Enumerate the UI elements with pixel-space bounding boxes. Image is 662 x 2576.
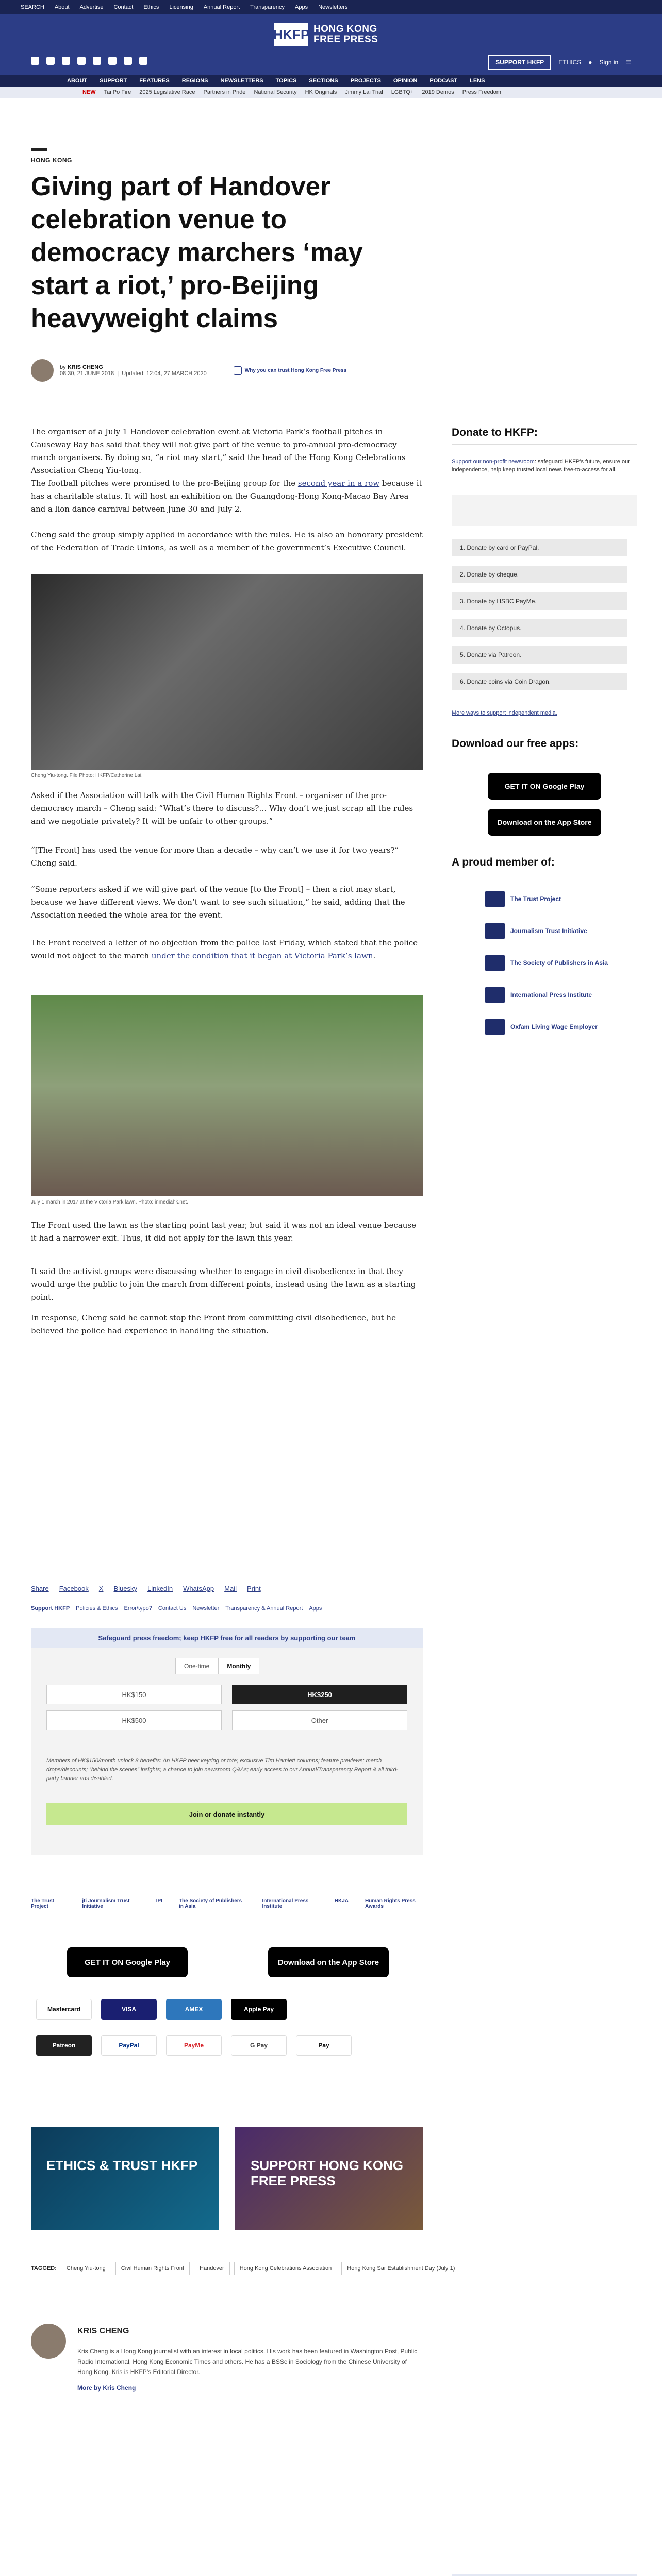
author-box-bio: Kris Cheng is a Hong Kong journalist with an interest in local politics. His work has been featured in Washington Post, Public Radio International, Hong Kong Economic Times and others. He has a BSSc in Sociology from the Chinese University of Hong Kong. Kris is HKFP’s Editorial Director. xyxy=(77,2348,418,2376)
nav-item-1[interactable]: SUPPORT xyxy=(100,78,127,84)
tab-one-time[interactable]: One-time xyxy=(175,1658,218,1674)
trending-item-7[interactable]: 2019 Demos xyxy=(422,89,454,95)
nav-item-0[interactable]: ABOUT xyxy=(67,78,88,84)
victoria-park-lawn-link[interactable]: under the condition that it began at Victoria Park’s lawn xyxy=(151,951,373,960)
nav-item-7[interactable]: PROJECTS xyxy=(350,78,381,84)
share-link-2[interactable]: X xyxy=(98,1585,104,1592)
proud-member-logo-2 xyxy=(485,955,505,971)
section-label[interactable]: HONG KONG xyxy=(31,157,72,164)
join-donate-button[interactable]: Join or donate instantly xyxy=(46,1803,407,1825)
pay-icon: Pay xyxy=(296,2035,352,2056)
p7-text-b: . xyxy=(373,951,376,960)
second-year-link[interactable]: second year in a row xyxy=(297,479,380,488)
header-right xyxy=(488,55,631,70)
topstrip-link-7[interactable]: Transparency xyxy=(250,4,285,10)
threads-icon[interactable] xyxy=(77,57,86,65)
logo-mark: HKFP xyxy=(274,23,308,46)
topstrip-link-0[interactable]: SEARCH xyxy=(21,4,44,10)
paragraph-3: Cheng said the group simply applied in accordance with the rules. He is also an honorary president of the Federation of Trade Unions, as well as a member of the government’s Executive Council. xyxy=(31,530,423,552)
author-box-avatar[interactable] xyxy=(31,2324,66,2359)
footer-link-6[interactable]: Apps xyxy=(309,1605,322,1612)
donate-method-1[interactable]: 2. Donate by cheque. xyxy=(452,566,627,583)
tagged-label: TAGGED: xyxy=(31,2265,57,2272)
byline xyxy=(31,357,412,384)
proud-member-2[interactable] xyxy=(485,955,629,971)
more-by-author-link[interactable]: More by Kris Cheng xyxy=(77,2384,136,2392)
proud-member-name-1: Journalism Trust Initiative xyxy=(510,927,587,935)
logo-line-1: HONG KONG xyxy=(313,24,377,35)
menu-icon[interactable]: ☰ xyxy=(625,59,631,66)
instagram-icon[interactable] xyxy=(62,57,70,65)
header-bar xyxy=(0,14,662,75)
trending-item-5[interactable]: Jimmy Lai Trial xyxy=(345,89,383,95)
nav-item-9[interactable]: PODCAST xyxy=(429,78,458,84)
sidebar-donate xyxy=(452,427,637,445)
visa-icon: VISA xyxy=(101,1999,157,2020)
x-icon[interactable] xyxy=(46,57,55,65)
topstrip-link-6[interactable]: Annual Report xyxy=(203,4,240,10)
topstrip-link-1[interactable]: About xyxy=(54,4,70,10)
tag-4[interactable]: Hong Kong Sar Establishment Day (July 1) xyxy=(341,2262,460,2275)
tag-3[interactable]: Hong Kong Celebrations Association xyxy=(234,2262,338,2275)
amount-other[interactable]: Other xyxy=(232,1710,407,1730)
proud-member-logo-4 xyxy=(485,1019,505,1035)
amex-icon: AMEX xyxy=(166,1999,222,2020)
footer-link-0[interactable]: Support HKFP xyxy=(31,1605,70,1612)
paragraph-4: Asked if the Association will talk with the Civil Human Rights Front – organiser of the pro-democracy march – Cheng said: “What’s there to discuss?… Why don’t we just scrap all the rules and we negotiate privately? It will be unfair to other groups.” xyxy=(31,791,413,826)
ethics-trust-promo[interactable]: ETHICS & TRUST HKFP xyxy=(31,2127,219,2230)
user-icon[interactable]: ● xyxy=(588,59,592,66)
trending-item-3[interactable]: National Security xyxy=(254,89,297,95)
trending-item-6[interactable]: LGBTQ+ xyxy=(391,89,414,95)
partner-logos xyxy=(31,1898,423,1909)
ethics-link[interactable]: ETHICS xyxy=(558,59,582,66)
support-hkfp-promo[interactable]: SUPPORT HONG KONG FREE PRESS xyxy=(235,2127,423,2230)
share-link-7[interactable]: Print xyxy=(246,1585,261,1592)
youtube-icon[interactable] xyxy=(108,57,117,65)
email-icon[interactable] xyxy=(124,57,132,65)
topstrip-link-5[interactable]: Licensing xyxy=(169,4,193,10)
donate-method-2[interactable]: 3. Donate by HSBC PayMe. xyxy=(452,592,627,610)
paragraph-9: It said the activist groups were discussing whether to engage in civil disobedience in that they would urge the public to join the march from different points, instead using the lawn as a starting point. xyxy=(31,1267,416,1302)
p7-text-a: The Front received a letter of no objection from the police last Friday, which stated that the police would not object to the march xyxy=(31,938,418,960)
logo-name xyxy=(313,24,378,45)
more-ways-wrap xyxy=(452,709,637,717)
trending-item-2[interactable]: Partners in Pride xyxy=(203,89,246,95)
topstrip-link-4[interactable]: Ethics xyxy=(143,4,159,10)
google-play-button[interactable]: GET IT ON Google Play xyxy=(67,1947,188,1977)
paragraph-6: “Some reporters asked if we will give part of the venue [to the Front] – then a riot may start, because we have different views. We don’t want to see such situation,” he said, adding that the Association needed the whole area for the event. xyxy=(31,885,405,920)
logo-line-2: FREE PRESS xyxy=(313,34,378,45)
proud-member-heading: A proud member of: xyxy=(452,856,555,868)
trending-item-4[interactable]: HK Originals xyxy=(305,89,337,95)
nav-item-8[interactable]: OPINION xyxy=(393,78,418,84)
proud-member xyxy=(452,856,637,874)
article-photo-2 xyxy=(31,995,423,1196)
donate-sidebar-heading: Donate to HKFP: xyxy=(452,427,637,445)
paragraph-5: “[The Front] has used the venue for more than a decade – why can’t we use it for two years?” Cheng said. xyxy=(31,845,399,868)
section-rule xyxy=(31,148,47,151)
top-strip-items xyxy=(21,0,348,14)
proud-member-logo-0 xyxy=(485,891,505,907)
nav-items xyxy=(67,75,485,87)
proud-member-name-3: International Press Institute xyxy=(510,991,592,998)
donate-sidebar-desc: : safeguard HKFP’s future, ensure our independence, help keep trusted local news free-to-access for all. xyxy=(452,459,630,473)
social-icons xyxy=(31,57,147,65)
partner-logo-1[interactable]: jti Journalism Trust Initiative xyxy=(82,1898,130,1909)
tag-2[interactable]: Handover xyxy=(194,2262,230,2275)
updated-date: Updated: 12:04, 27 MARCH 2020 xyxy=(122,370,207,377)
trending-items xyxy=(82,87,501,98)
nav-item-3[interactable]: REGIONS xyxy=(181,78,208,84)
topstrip-link-3[interactable]: Contact xyxy=(113,4,134,10)
footer-links xyxy=(31,1605,322,1612)
proud-member-name-4: Oxfam Living Wage Employer xyxy=(510,1023,598,1030)
nav-item-2[interactable]: FEATURES xyxy=(139,78,170,84)
author-box-name[interactable]: KRIS CHENG xyxy=(77,2327,129,2335)
more-ways-link[interactable]: More ways to support independent media. xyxy=(452,710,557,716)
patreon-icon: Patreon xyxy=(36,2035,92,2056)
share-link-6[interactable]: Mail xyxy=(224,1585,237,1592)
partner-logo-4[interactable]: International Press Institute xyxy=(262,1898,309,1909)
donate-method-5[interactable]: 6. Donate coins via Coin Dragon. xyxy=(452,673,627,690)
proud-member-logo-1 xyxy=(485,923,505,939)
paragraph-8: The Front used the lawn as the starting point last year, but said it was not an ideal venue because it had a narrower exit. Thus, it did not apply for the lawn this year. xyxy=(31,1221,416,1243)
nav-item-10[interactable]: LENS xyxy=(470,78,485,84)
donate-heading: Safeguard press freedom; keep HKFP free for all readers by supporting our team xyxy=(31,1628,423,1648)
share-link-1[interactable]: Facebook xyxy=(59,1585,89,1592)
publish-date: 08:30, 21 JUNE 2018 xyxy=(60,370,114,377)
paragraph-7 xyxy=(31,937,423,962)
signin-link[interactable]: Sign in xyxy=(599,59,619,66)
donate-tabs xyxy=(175,1658,259,1674)
spacer xyxy=(31,1355,423,1577)
tag-0[interactable]: Cheng Yiu-tong xyxy=(61,2262,111,2275)
nav-item-5[interactable]: TOPICS xyxy=(275,78,297,84)
proud-member-3[interactable] xyxy=(485,987,629,1003)
top-strip xyxy=(0,0,662,14)
share-bar xyxy=(31,1585,261,1592)
trust-link[interactable] xyxy=(234,366,346,375)
byline-text: by KRIS CHENG 08:30, 21 JUNE 2018 | Updated: 12:04, 27 MARCH 2020 xyxy=(60,364,207,377)
proud-member-4[interactable] xyxy=(485,1019,629,1035)
nav-item-4[interactable]: NEWSLETTERS xyxy=(220,78,263,84)
by-label: by xyxy=(60,364,66,370)
paragraph-2 xyxy=(31,477,423,516)
app-store-button[interactable]: Download on the App Store xyxy=(268,1947,389,1977)
proud-member-logo-3 xyxy=(485,987,505,1003)
trending-bar xyxy=(0,87,662,98)
proud-member-0[interactable] xyxy=(485,891,629,907)
article-title: Giving part of Handover celebration venue to democracy marchers ‘may start a riot,’ pro-Beijing heavyweight claims xyxy=(31,172,363,333)
tab-monthly[interactable]: Monthly xyxy=(218,1658,259,1674)
trending-item-1[interactable]: 2025 Legislative Race xyxy=(139,89,195,95)
donate-sidebar-text xyxy=(452,457,637,474)
member-benefits: Members of HK$150/month unlock 8 benefits: An HKFP beer keyring or tote; exclusive Tim Hamlett columns; feature previews; merch drops/discounts; “behind the scenes” insights; a chance to join newsroom Q&As; early access to our Annual/Transparency Report & all third-party banner ads disabled. xyxy=(46,1758,399,1782)
apps-sidebar-heading: Download our free apps: xyxy=(452,738,579,750)
support-hkfp-button[interactable]: SUPPORT HKFP xyxy=(488,55,551,70)
article-photo-1 xyxy=(31,574,423,770)
paragraph-10: In response, Cheng said he cannot stop the Front from committing civil disobedience, but he believed the police had experience in handling the situation. xyxy=(31,1313,396,1335)
donate-method-3[interactable]: 4. Donate by Octopus. xyxy=(452,619,627,637)
sidebar-app-store-button[interactable]: Download on the App Store xyxy=(488,809,601,836)
donate-method-0[interactable]: 1. Donate by card or PayPal. xyxy=(452,539,627,556)
sidebar-payment-icons xyxy=(452,495,637,526)
sidebar-google-play-button[interactable]: GET IT ON Google Play xyxy=(488,773,601,800)
main-nav xyxy=(0,75,662,87)
tags-row xyxy=(31,2262,460,2275)
trending-item-8[interactable]: Press Freedom xyxy=(462,89,501,95)
partner-logo-5[interactable]: HKJA xyxy=(334,1898,349,1904)
footer-link-1[interactable]: Policies & Ethics xyxy=(76,1605,118,1612)
footer-link-2[interactable]: Error/typo? xyxy=(124,1605,152,1612)
share-link-4[interactable]: LinkedIn xyxy=(147,1585,173,1592)
footer-link-5[interactable]: Transparency & Annual Report xyxy=(225,1605,303,1612)
tag-1[interactable]: Civil Human Rights Front xyxy=(115,2262,190,2275)
payme-icon: PayMe xyxy=(166,2035,222,2056)
apple-pay-icon: Apple Pay xyxy=(231,1999,287,2020)
support-newsroom-link[interactable]: Support our non-profit newsroom xyxy=(452,459,535,465)
rss-icon[interactable] xyxy=(139,57,147,65)
topstrip-link-8[interactable]: Apps xyxy=(295,4,308,10)
p2-text-a: The football pitches were promised to the pro-Beijing group for the xyxy=(31,479,298,488)
share-link-5[interactable]: WhatsApp xyxy=(183,1585,214,1592)
proud-member-name-0: The Trust Project xyxy=(510,895,561,903)
bluesky-icon[interactable] xyxy=(93,57,101,65)
apps-sidebar xyxy=(452,738,637,755)
mastercard-icon: Mastercard xyxy=(36,1999,92,2020)
proud-member-name-2: The Society of Publishers in Asia xyxy=(510,959,608,967)
share-link-0[interactable]: Share xyxy=(31,1585,49,1592)
partner-logo-2[interactable]: IPI xyxy=(156,1898,162,1904)
topstrip-link-2[interactable]: Advertise xyxy=(79,4,104,10)
photo-1-caption: Cheng Yiu-tong. File Photo: HKFP/Catherine Lai. xyxy=(31,773,143,778)
trust-icon xyxy=(234,366,242,375)
paypal-icon: PayPal xyxy=(101,2035,157,2056)
amount-500[interactable]: HK$500 xyxy=(46,1710,222,1730)
amount-250[interactable]: HK$250 xyxy=(232,1685,407,1704)
trending-item-0[interactable]: Tai Po Fire xyxy=(104,89,131,95)
author-box xyxy=(31,2324,423,2396)
new-badge: NEW xyxy=(82,89,96,95)
photo-2-caption: July 1 march in 2017 at the Victoria Park lawn. Photo: inmediahk.net. xyxy=(31,1199,188,1205)
proud-member-1[interactable] xyxy=(485,923,629,939)
donate-method-4[interactable]: 5. Donate via Patreon. xyxy=(452,646,627,664)
newsletter-box xyxy=(452,2574,637,2576)
nav-item-6[interactable]: SECTIONS xyxy=(309,78,338,84)
footer-link-3[interactable]: Contact Us xyxy=(158,1605,187,1612)
facebook-icon[interactable] xyxy=(31,57,39,65)
partner-logo-0[interactable]: The Trust Project xyxy=(31,1898,55,1909)
author-avatar[interactable] xyxy=(31,359,54,382)
partner-logo-3[interactable]: The Society of Publishers in Asia xyxy=(178,1898,242,1909)
topstrip-link-9[interactable]: Newsletters xyxy=(318,4,348,10)
amount-150[interactable]: HK$150 xyxy=(46,1685,222,1704)
gpay-icon: G Pay xyxy=(231,2035,287,2056)
share-link-3[interactable]: Bluesky xyxy=(113,1585,137,1592)
donate-box xyxy=(31,1628,423,1855)
p2-text-b: because it has a charitable status. It will host an exhibition on the Guangdong-Hong Kong-Macao Bay Area and a lion dance carnival between June 30 and July 2. xyxy=(31,479,422,514)
trust-label: Why you can trust Hong Kong Free Press xyxy=(244,367,347,374)
author-name[interactable]: KRIS CHENG xyxy=(67,364,103,370)
partner-logo-6[interactable]: Human Rights Press Awards xyxy=(365,1898,416,1909)
footer-link-4[interactable]: Newsletter xyxy=(192,1605,220,1612)
site-logo[interactable] xyxy=(274,23,378,46)
paragraph-1: The organiser of a July 1 Handover celebration event at Victoria Park’s football pitches in Causeway Bay has said that they will not give part of the venue to pro-annual pro-democracy march organisers. By doing so, “a riot may start,” said the head of the Hong Kong Celebrations Association Cheng Yiu-tong. xyxy=(31,427,406,475)
